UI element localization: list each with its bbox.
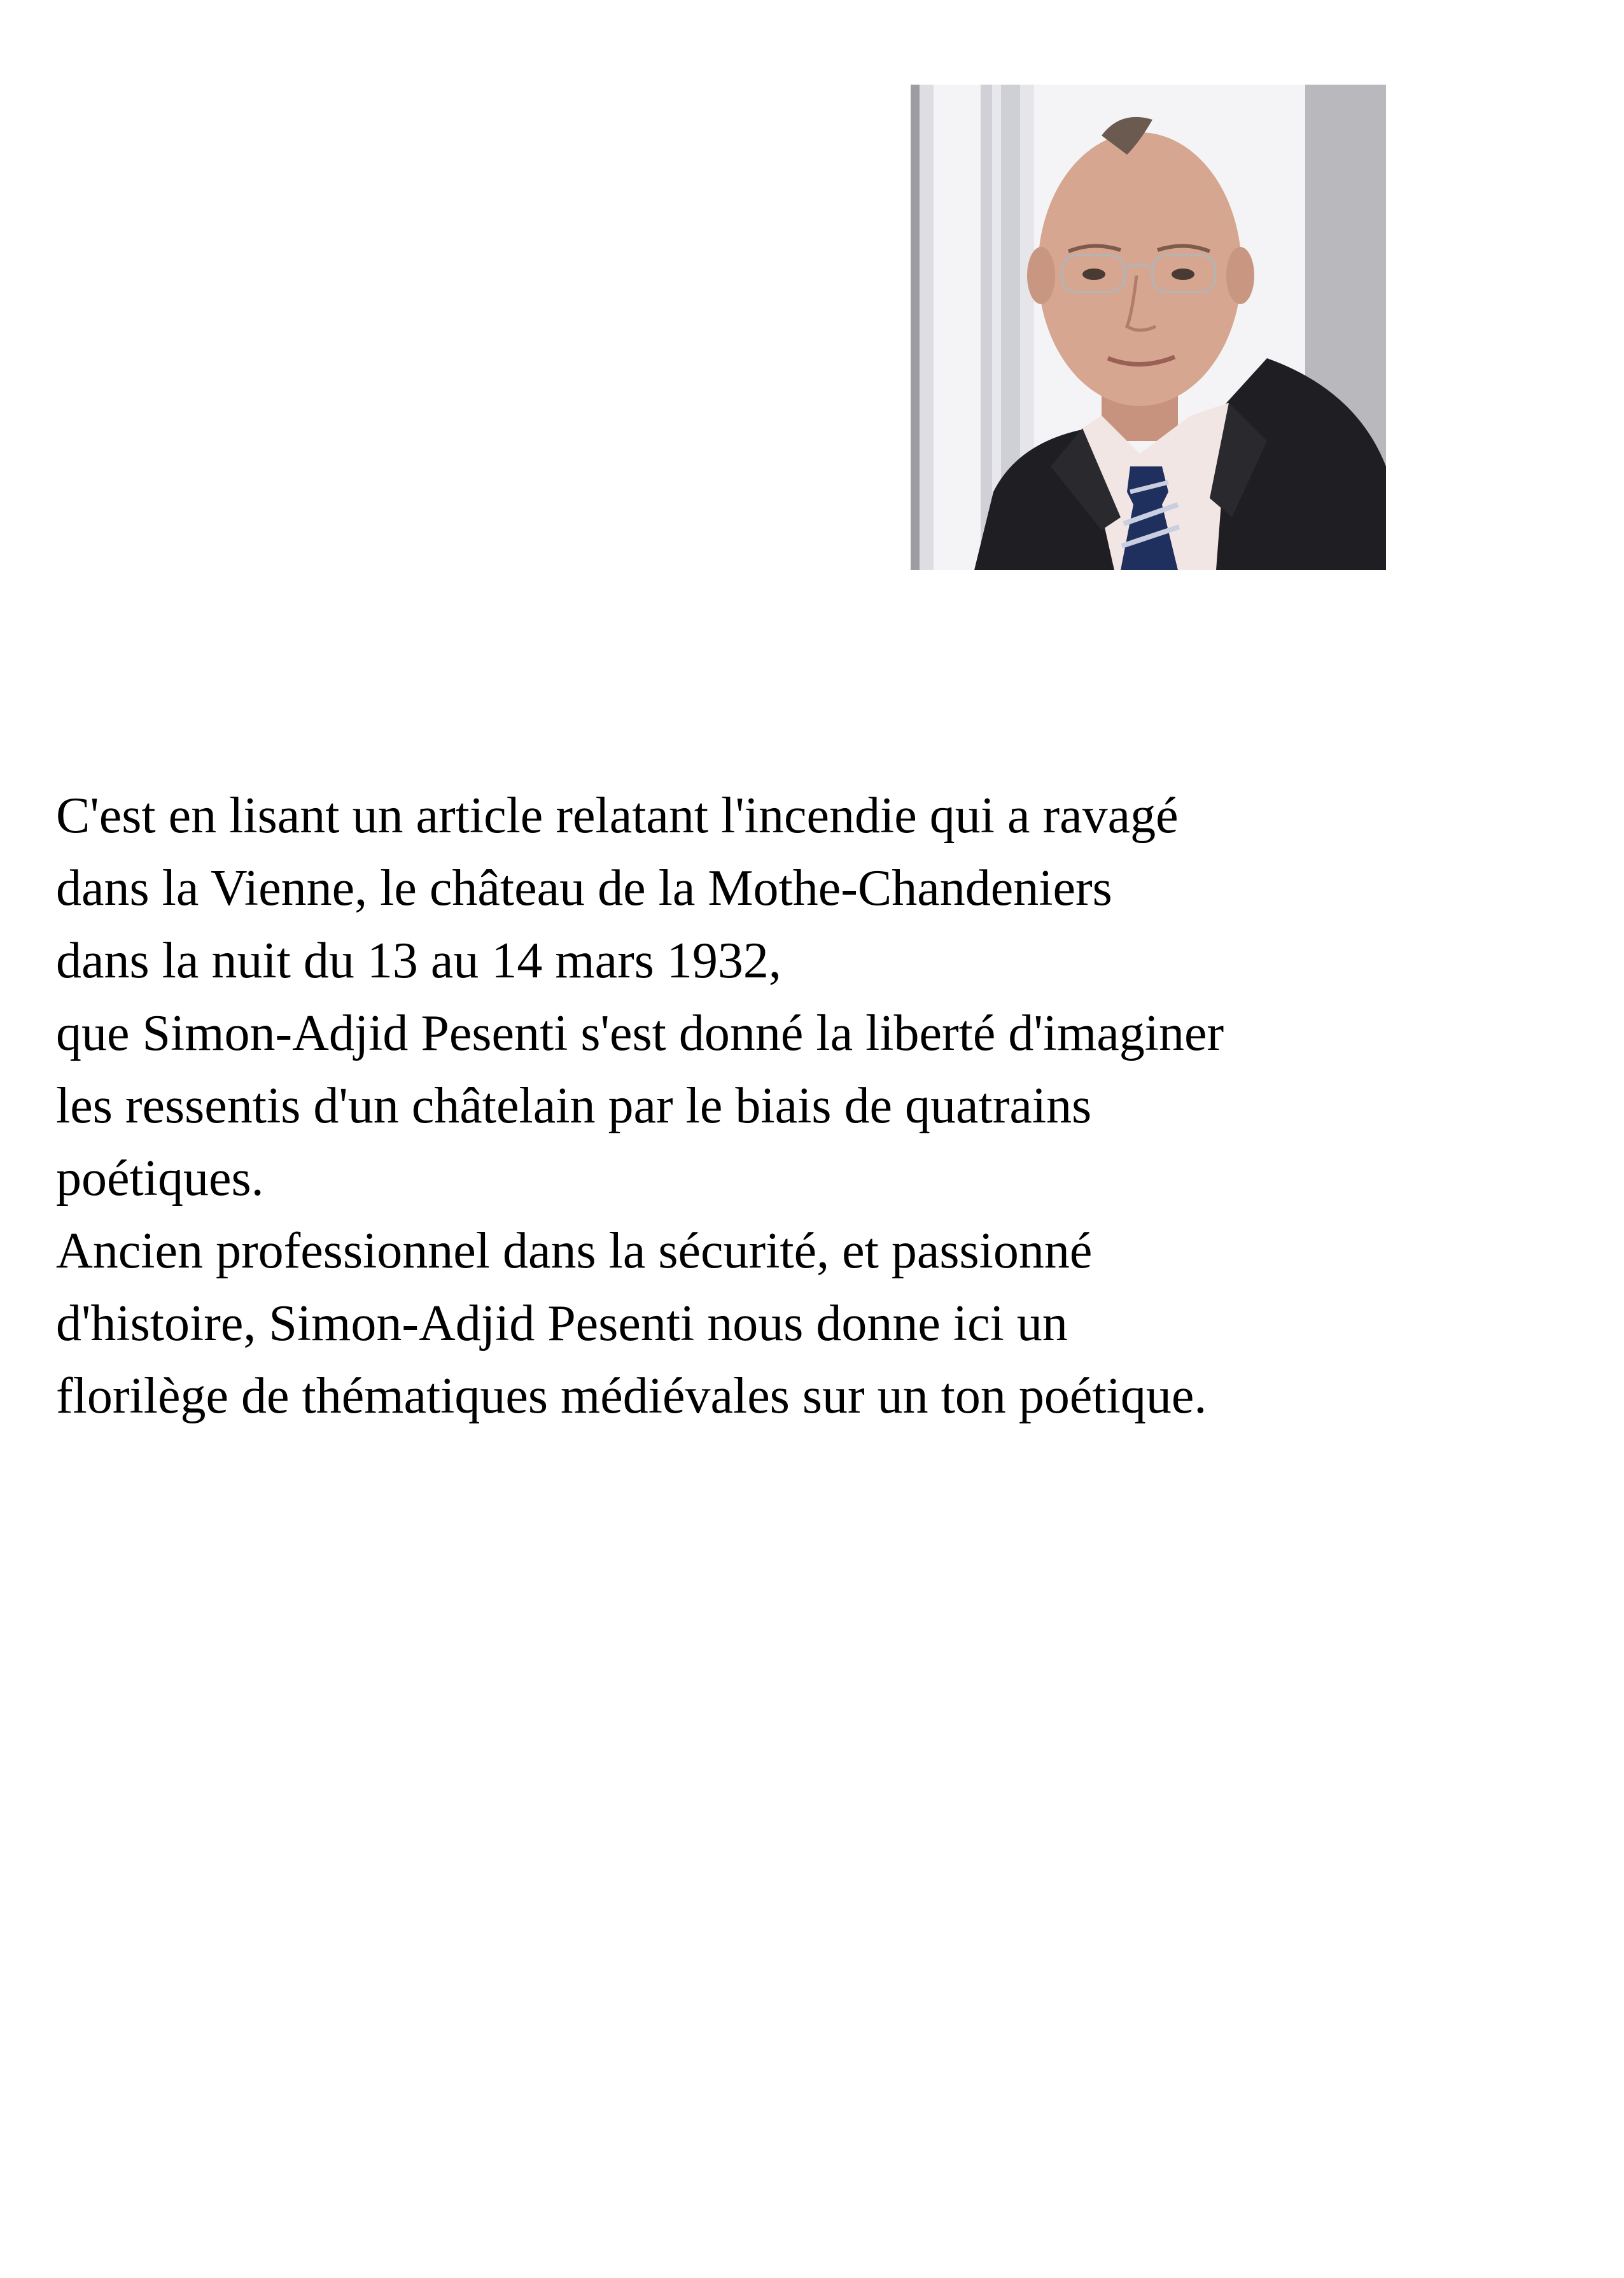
cover-blurb [56, 779, 1596, 1432]
blurb-line: dans la Vienne, le château de la Mothe-Chandeniers [56, 860, 1112, 916]
blurb-line: florilège de thématiques médiévales sur un ton poétique. [56, 1368, 1207, 1424]
blurb-line: d'histoire, Simon-Adjid Pesenti nous donne ici un [56, 1296, 1068, 1352]
blurb-line: Ancien professionnel dans la sécurité, et passionné [56, 1223, 1093, 1279]
blurb-line: les ressentis d'un châtelain par le biais de quatrains [56, 1078, 1092, 1134]
blurb-line: poétiques. [56, 1150, 264, 1206]
blurb-line: dans la nuit du 13 au 14 mars 1932, [56, 933, 781, 989]
author-photo [911, 85, 1386, 570]
blurb-line: que Simon-Adjid Pesenti s'est donné la liberté d'imaginer [56, 1005, 1224, 1061]
blurb-line: C'est en lisant un article relatant l'incendie qui a ravagé [56, 788, 1179, 844]
